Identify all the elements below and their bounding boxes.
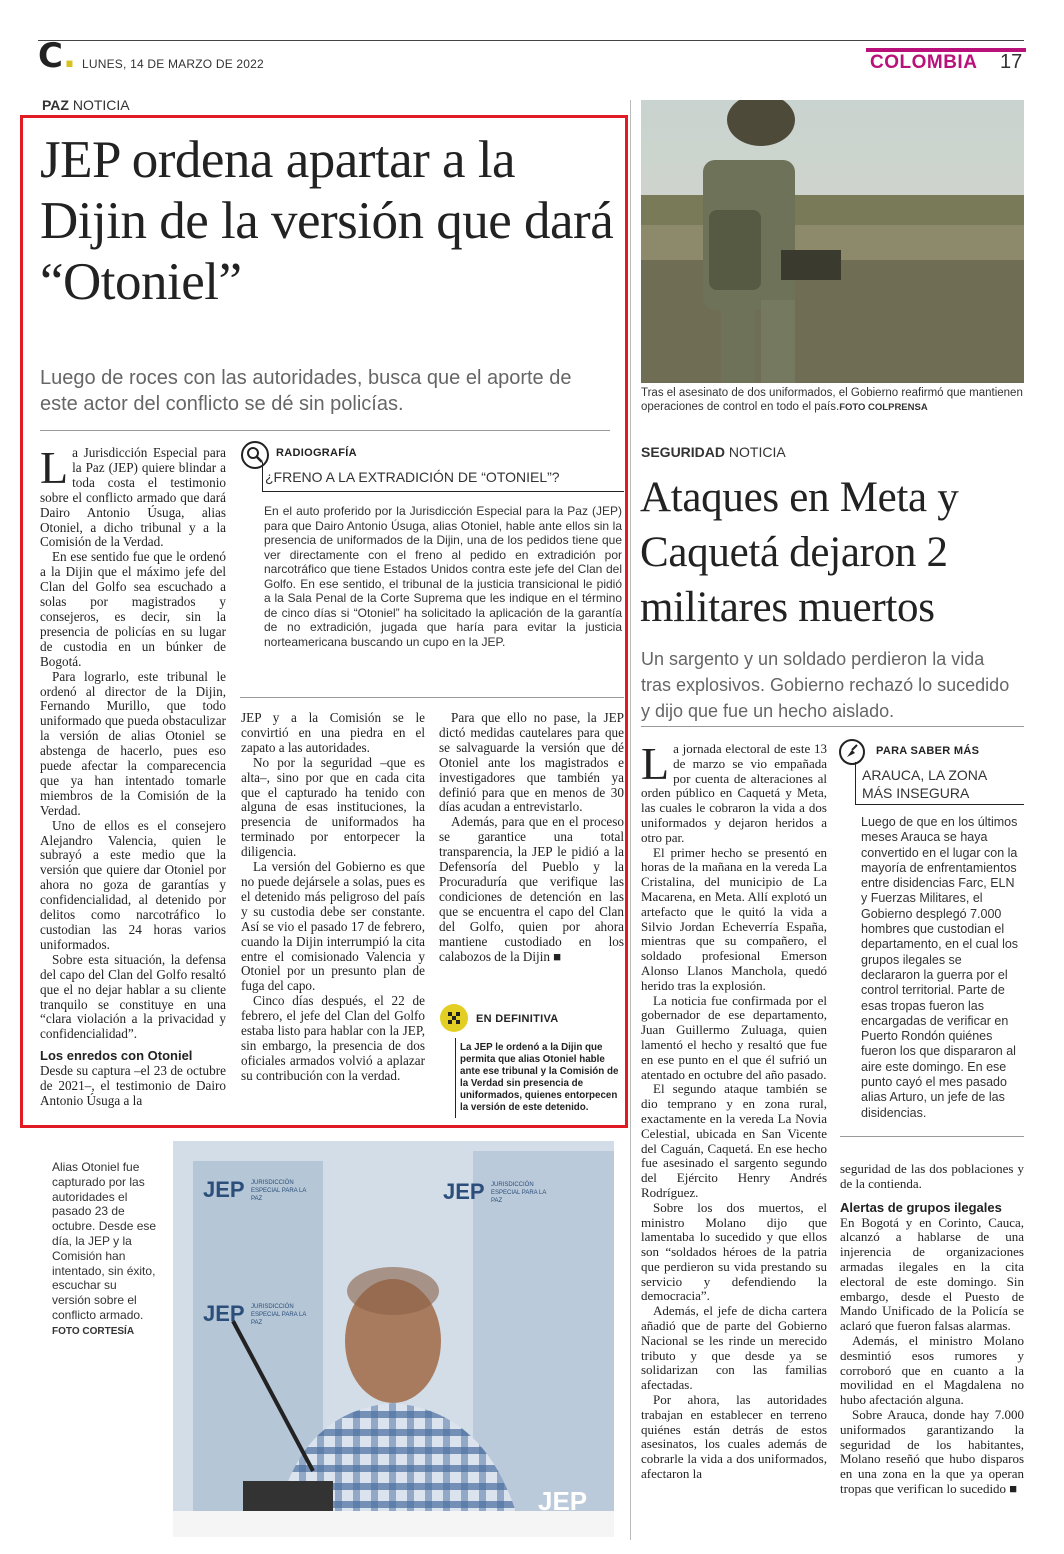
box-label: PARA SABER MÁS [876,745,980,757]
backdrop-logo-sub: JURISDICCIÓN ESPECIAL PARA LA PAZ [491,1182,547,1204]
article-column-2 [840,1162,1024,1497]
box-bottom-rule [840,1136,1024,1137]
backdrop-logo: JEP [443,1179,485,1204]
caption-text: Tras el asesinato de dos uniformados, el Gobierno reafirmó que mantienen operaciones de control en todo el país. [641,387,1023,413]
paragraph: En ese sentido fue que le ordenó a la Dijin que el máximo jefe del Clan del Golfo sea escuchado a solas por magistrados y consejeros, es decir, sin la presencia de policías en su lugar de custodia en un búnker de Bogotá. [40,549,226,669]
newspaper-logo: C. [38,36,76,76]
box-title: ¿FRENO A LA EXTRADICIÓN DE “OTONIEL”? [265,469,560,485]
article-column-1 [641,738,827,1482]
paragraph: La noticia fue confirmada por el gobernador de ese departamento, Juan Guillermo Zuluaga, quien lamentó el hecho y resaltó que fue en ese punto en el que él sufrió un atentado en octubre del año pasado. [641,992,827,1082]
paragraph: No por la seguridad –que es alta–, sino por que en cada cita que el capturado ha tenido con alguna de esas instituciones, la presencia de uniformados ha terminado por entorpecer la diligencia. [241,754,425,860]
paragraph: Además, el ministro Molano desmintió esos rumores y corroboró que en cuanto a la movilidad en el Magdalena no hubo afectación alguna. [840,1332,1024,1408]
paragraph: JEP y a la Comisión se le convirtió en una piedra en el zapato a las autoridades. [241,710,425,755]
photo-credit: FOTO CORTESÍA [52,1325,135,1337]
deck-rule [40,430,610,431]
top-rule [38,40,1024,41]
section-name: COLOMBIA [870,52,978,73]
paragraph: a Jurisdicción Especial para la Paz (JEP) quiere blindar a toda costa el testimonio sobre el conflicto armado que dará Dairo Antonio Úsuga, alias Otoniel, a dicho tribunal y a la Comisión de la Verdad. [40,445,226,550]
pin-icon [838,738,866,766]
paragraph: En Bogotá y en Corinto, Cauca, alcanzó a hablarse de una injerencia de organizaciones armadas ilegales en la cita electoral de este domingo. Sin embargo, desde el Puesto de Mando Unificado de la Policía se aclaró que fueron falsas alarmas. [840,1214,1024,1334]
backdrop-logo-sub: JURISDICCIÓN ESPECIAL PARA LA PAZ [251,1180,307,1202]
magnifier-icon [240,440,270,470]
backdrop-logo: JEP [203,1301,245,1326]
paragraph: Sobre Arauca, donde hay 7.000 uniformados garantizando la seguridad de los habitantes, Molano reseñó que hubo disparos en una zona en la que ya operan tropas que verifican lo sucedido ■ [840,1406,1024,1496]
article-headline: Ataques en Meta y Caquetá dejaron 2 militares muertos [640,474,959,631]
column-divider [630,100,631,1540]
paragraph: Para lograrlo, este tribunal le ordenó al director de la Dijin, Fernando Murillo, que todo uniformado que pueda obstaculizar la versión de alias Otoniel se abstenga de hacerlo, pues eso puede afectar la comparecencia que ya han intentado tomarle miembros de la Comisión de la Verdad. [40,668,226,818]
article-headline: JEP ordena apartar a la Dijin de la versión que dará “Otoniel” [40,131,614,311]
article-kicker: PAZ NOTICIA [42,97,130,113]
photo-caption [52,1160,157,1340]
issue-date: LUNES, 14 DE MARZO DE 2022 [82,57,264,71]
box-bracket [262,462,263,492]
paragraph: a jornada electoral de este 13 de marzo se vio empañada por cuenta de alteraciones al orden público en Caquetá y Meta, las cuales le cobraron la vida a dos uniformados y dejaron heridos a otro par. [641,741,827,845]
article-column-2 [241,711,425,1084]
box-text: Luego de que en los últimos meses Arauca se haya convertido en el lugar con la mayoría de enfrentamientos entre disidencias Farc, ELN y Fuerzas Militares, el Gobierno desplegó 7.000 hombres que custodian el departamento, en el cual los grupos ilegales se declararon la guerra por el control territorial. Parte de esas tropas fueron las encargadas de verificar en Puerto Rondón quiénes fueron los que dispararon al aire este domingo. En ese punto cayó el mes pasado alias Arturo, un jefe de las disidencias. [861,815,1019,1120]
box-text: La JEP le ordenó a la Dijin que permita que alias Otoniel hable ante ese tribunal y la Comisión de la Verdad sin presencia de uniformados, quienes entorpecen la versión de este detenido. [460,1042,619,1113]
backdrop-logo: JEP [203,1177,245,1202]
photo-caption [641,386,1024,415]
paragraph: Uno de ellos es el consejero Alejandro Valencia, quien le subrayó a este medio que la versión que quiere dar Otoniel por ahora no goza de garantías y confidencialidad, al detenido por delitos como narcotráfico lo custodian las 24 horas varios uniformados. [40,817,226,952]
otoniel-photo [173,1141,614,1537]
article-kicker: SEGURIDAD NOTICIA [641,444,786,460]
box-text: En el auto proferido por la Jurisdicción Especial para la Paz (JEP) para que Dairo Antonio Úsuga, alias Otoniel, hable ante ellos sin la presencia de uniformados de la Dijin, una de los pedidos tiene que ver directamente con el freno al pedido en extradición por narcotráfico que tiene Estados Unidos contra este jefe del Clan del Golfo. En ese sentido, el tribunal de la justicia transicional le pidió a la Sala Penal de la Corte Suprema que les indique en el término de cinco días si “Otoniel” ha solicitado la aplicación de la garantía de no extradición, jugada que haría para evitar la justicia norteamericana buscando un cupo en la JEP. [264,504,622,649]
article-column-1 [40,442,226,1109]
drop-cap: L [641,738,670,789]
paragraph: Por ahora, las autoridades trabajan en establecer en terreno quiénes están detrás de estos asesinatos, los cuales además de cobrarle la vida a dos uniformados, afectaron la [641,1392,827,1482]
paragraph: seguridad de las dos poblaciones y de la contienda. [840,1161,1024,1191]
paragraph: Para que ello no pase, la JEP dictó medidas cautelares para que se salvaguarde la versión que dé Otoniel ante los magistrados e investigadores que también ya definió para que en menos de 30 días acudan a entrevistarlo. [439,710,624,815]
box-rule [262,491,624,492]
subheading: Los enredos con Otoniel [40,1048,193,1064]
drop-cap: L [40,442,69,493]
box-rule [855,804,1024,805]
checker-icon [440,1004,468,1032]
paragraph: Desde su captura –el 23 de octubre de 2021–, el testimonio de Dairo Antonio Úsuga a la [40,1063,226,1109]
paragraph: El primer hecho se presentó en horas de la mañana en la vereda La Cristalina, del municipio de La Macarena, en Meta. Allí explotó un artefacto que le quitó la vida a Silvio Jordan Echeverría España, mientras que su compañero, el soldado profesional Emerson Alonso Llanos Manchola, quedó herido tras la explosión. [641,844,827,993]
paragraph: Sobre los dos muertos, el ministro Molano dijo que lamentaba lo sucedido y que ellos son “soldados héroes de la patria que perdieron su vida prestando su servicio y defendiendo la democracia”. [641,1199,827,1304]
box-bottom-rule [240,697,624,698]
box-label: RADIOGRAFÍA [276,447,357,459]
box-title: ARAUCA, LA ZONA MÁS INSEGURA [862,767,987,801]
photo-credit: FOTO COLPRENSA [839,402,928,413]
subheading: Alertas de grupos ilegales [840,1199,1002,1215]
article-deck: Luego de roces con las autoridades, busca que el aporte de este actor del conflicto se dé sin policías. [40,367,572,415]
paragraph: Cinco días después, el 22 de febrero, el jefe del Clan del Golfo estaba listo para hablar con la JEP, sin embargo, la presencia de dos oficiales armados volvió a aplazar su contribución con la verdad. [241,993,425,1083]
paragraph: Sobre esta situación, la defensa del capo del Clan del Golfo resaltó que el no dejar hablar a su cliente tranquilo se constituye en una “clara violación a la privacidad y confidencialidad”. [40,951,226,1042]
page-number: 17 [1000,51,1023,73]
paragraph: La versión del Gobierno es que no puede dejársele a solas, pues es el detenido más peligroso del país y su custodia debe ser constante. Así se vio el pasado 17 de febrero, cuando la Dijin interrumpió la cita entre el comisionado Valencia y Otoniel por un presunto plan de fuga del capo. [241,859,425,994]
box-bracket [455,1038,456,1118]
deck-rule [641,726,1024,727]
box-label: EN DEFINITIVA [476,1013,559,1025]
backdrop-logo-sub: JURISDICCIÓN ESPECIAL PARA LA PAZ [251,1304,307,1326]
caption-text: Alias Otoniel fue capturado por las autoridades el pasado 23 de octubre. Desde ese día, la JEP y la Comisión han intentado, sin éxito, escuchar su versión sobre el conflicto armado. [52,1160,157,1322]
paragraph: El segundo ataque también se dio temprano y en zona rural, exactamente en la vereda La Novia Celestial, ubicada en San Vicente del Caguán, Caquetá. En ese hecho fue asesinado el sargento segundo del Ejército Henry Andrés Rodríguez. [641,1081,827,1200]
paragraph: Además, el jefe de dicha cartera añadió que de parte del Gobierno Nacional se les rinde un merecido tributo y que desde ya se solidarizan con las familias afectadas. [641,1303,827,1393]
article-deck: Un sargento y un soldado perdieron la vida tras explosivos. Gobierno rechazó lo sucedido y dijo que fue un hecho aislado. [641,649,1010,721]
soldier-photo [641,100,1024,383]
box-bracket [855,762,856,804]
paragraph: Además, para que en el proceso se garantice una total transparencia, la JEP le pidió a la Defensoría del Pueblo y la Procuraduría que verifique las condiciones de detención en las que se encuentra el capo del Clan del Golfo, quien por ahora mantiene custodiado en los calabozos de la Dijin ■ [439,814,624,964]
backdrop-logo: JEP [538,1486,588,1516]
article-column-3 [439,711,624,964]
